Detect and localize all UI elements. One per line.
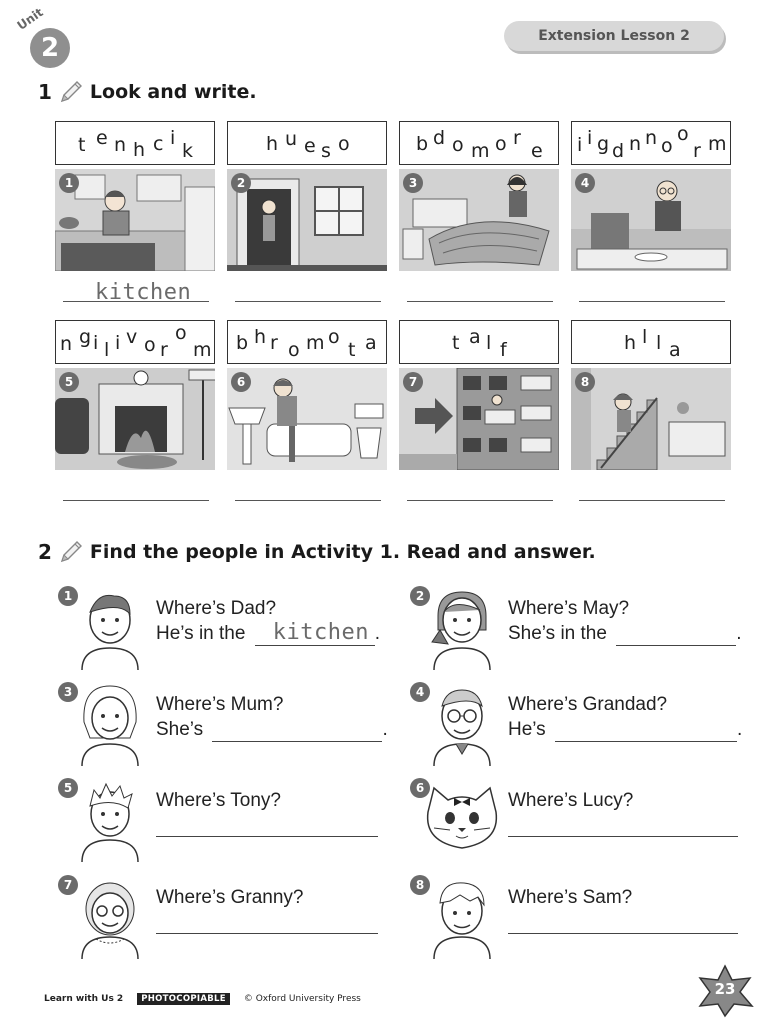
scene-bathroom xyxy=(227,368,387,470)
unit-badge xyxy=(8,6,68,64)
question: Where’s Granny? xyxy=(156,887,304,908)
pencil-icon xyxy=(58,539,84,565)
answer-line[interactable] xyxy=(235,500,381,501)
question-number-badge: 5 xyxy=(58,778,78,798)
lesson-title: Extension Lesson 2 xyxy=(504,21,724,51)
book-title: Learn with Us 2 xyxy=(44,994,124,1004)
dining-room-illustration xyxy=(571,169,731,271)
activity2-heading xyxy=(38,539,596,565)
handwritten-answer: kitchen xyxy=(272,620,369,645)
publisher: © Oxford University Press xyxy=(243,994,361,1004)
question-text: Where’s May? She’s in the . xyxy=(508,598,742,644)
question: Where’s Lucy? xyxy=(508,790,634,811)
question-text xyxy=(156,788,281,813)
question-number-badge: 7 xyxy=(58,875,78,895)
answer-line[interactable] xyxy=(235,301,381,302)
question-item xyxy=(58,682,398,772)
item-number-badge: 5 xyxy=(59,372,79,392)
answer-line[interactable] xyxy=(407,500,553,501)
activity1-number: 1 xyxy=(38,80,52,104)
unit-label: Unit xyxy=(14,5,46,33)
flat-illustration xyxy=(399,368,559,470)
scene-living-room xyxy=(55,368,215,470)
question: Where’s Grandad? xyxy=(508,694,668,715)
scrambled-letters-box: t e n h c i k xyxy=(55,121,215,165)
scrambled-letters-box: h l l a xyxy=(571,320,731,364)
answer-blank[interactable] xyxy=(555,722,737,742)
scene-hall xyxy=(571,368,731,470)
item-number-badge: 4 xyxy=(575,173,595,193)
question-item xyxy=(410,875,750,965)
scrambled-letters-box: b h r o m o t a xyxy=(227,320,387,364)
item-number-badge: 6 xyxy=(231,372,251,392)
question: Where’s Tony? xyxy=(156,790,281,811)
answer-line[interactable] xyxy=(508,933,738,934)
activity1-instruction: Look and write. xyxy=(89,81,257,103)
question-number-badge: 1 xyxy=(58,586,78,606)
bedroom-illustration xyxy=(399,169,559,271)
question-text xyxy=(508,885,632,910)
question-item xyxy=(58,778,398,868)
question-number-badge: 4 xyxy=(410,682,430,702)
living-room-illustration xyxy=(55,368,215,470)
activity2-number: 2 xyxy=(38,540,52,564)
unit-number: 2 xyxy=(30,28,70,68)
footer xyxy=(44,993,361,1005)
item-number-badge: 7 xyxy=(403,372,423,392)
grandad-face-icon xyxy=(420,682,504,766)
tony-face-icon xyxy=(68,778,152,862)
question: Where’s May? xyxy=(508,598,630,619)
question-number-badge: 2 xyxy=(410,586,430,606)
answer-line[interactable] xyxy=(407,301,553,302)
scene-kitchen xyxy=(55,169,215,271)
answer-prompt: She’s xyxy=(156,719,204,740)
page-number: 23 xyxy=(714,980,736,998)
answer-blank[interactable] xyxy=(255,620,375,646)
scrambled-letters-box: b d o m o r e xyxy=(399,121,559,165)
answer-line[interactable] xyxy=(508,836,738,837)
question-number-badge: 6 xyxy=(410,778,430,798)
bathroom-illustration xyxy=(227,368,387,470)
dad-face-icon xyxy=(68,586,152,670)
answer-line[interactable] xyxy=(156,836,378,837)
activity2-instruction: Find the people in Activity 1. Read and answer. xyxy=(89,541,596,563)
hall-illustration xyxy=(571,368,731,470)
answer-line[interactable] xyxy=(156,933,378,934)
cat-face-icon xyxy=(420,778,504,862)
scrambled-letters-box: t a l f xyxy=(399,320,559,364)
question-item xyxy=(410,586,750,676)
question-text: Where’s Grandad? He’s . xyxy=(508,694,743,740)
answer-prompt: She’s in the xyxy=(508,623,607,644)
activity1-heading xyxy=(38,79,257,105)
question-item xyxy=(58,875,398,965)
question-text xyxy=(156,885,304,910)
question-item xyxy=(58,586,398,676)
question-text: Where’s Dad? He’s in the kitchen . xyxy=(156,598,380,645)
answer-blank[interactable] xyxy=(212,722,382,742)
scrambled-letters-box: i i g d n n o o r m xyxy=(571,121,731,165)
question-number-badge: 3 xyxy=(58,682,78,702)
item-number-badge: 1 xyxy=(59,173,79,193)
item-number-badge: 8 xyxy=(575,372,595,392)
may-face-icon xyxy=(420,586,504,670)
answer-blank[interactable] xyxy=(616,626,736,646)
question: Where’s Mum? xyxy=(156,694,284,715)
scene-house xyxy=(227,169,387,271)
scene-flat xyxy=(399,368,559,470)
answer-line[interactable] xyxy=(579,301,725,302)
question: Where’s Dad? xyxy=(156,598,277,619)
answer-line[interactable] xyxy=(579,500,725,501)
kitchen-illustration xyxy=(55,169,215,271)
item-number-badge: 3 xyxy=(403,173,423,193)
scene-dining-room xyxy=(571,169,731,271)
house-illustration xyxy=(227,169,387,271)
page-number-badge xyxy=(696,964,754,1018)
answer-prompt: He’s xyxy=(508,719,546,740)
item-number-badge: 2 xyxy=(231,173,251,193)
question-item xyxy=(410,682,750,772)
question-text: Where’s Mum? She’s . xyxy=(156,694,388,740)
sam-face-icon xyxy=(420,875,504,959)
scene-bedroom xyxy=(399,169,559,271)
question-number-badge: 8 xyxy=(410,875,430,895)
scrambled-letters-box: n g i l i v o r o m xyxy=(55,320,215,364)
granny-face-icon xyxy=(68,875,152,959)
question-text xyxy=(508,788,633,813)
photocopiable-label: PHOTOCOPIABLE xyxy=(137,993,230,1005)
question: Where’s Sam? xyxy=(508,887,633,908)
handwritten-answer: kitchen xyxy=(95,280,192,305)
answer-line[interactable] xyxy=(63,500,209,501)
answer-prompt: He’s in the xyxy=(156,623,246,644)
mum-face-icon xyxy=(68,682,152,766)
question-item xyxy=(410,778,750,868)
scrambled-letters-box: h u e s o xyxy=(227,121,387,165)
pencil-icon xyxy=(58,79,84,105)
